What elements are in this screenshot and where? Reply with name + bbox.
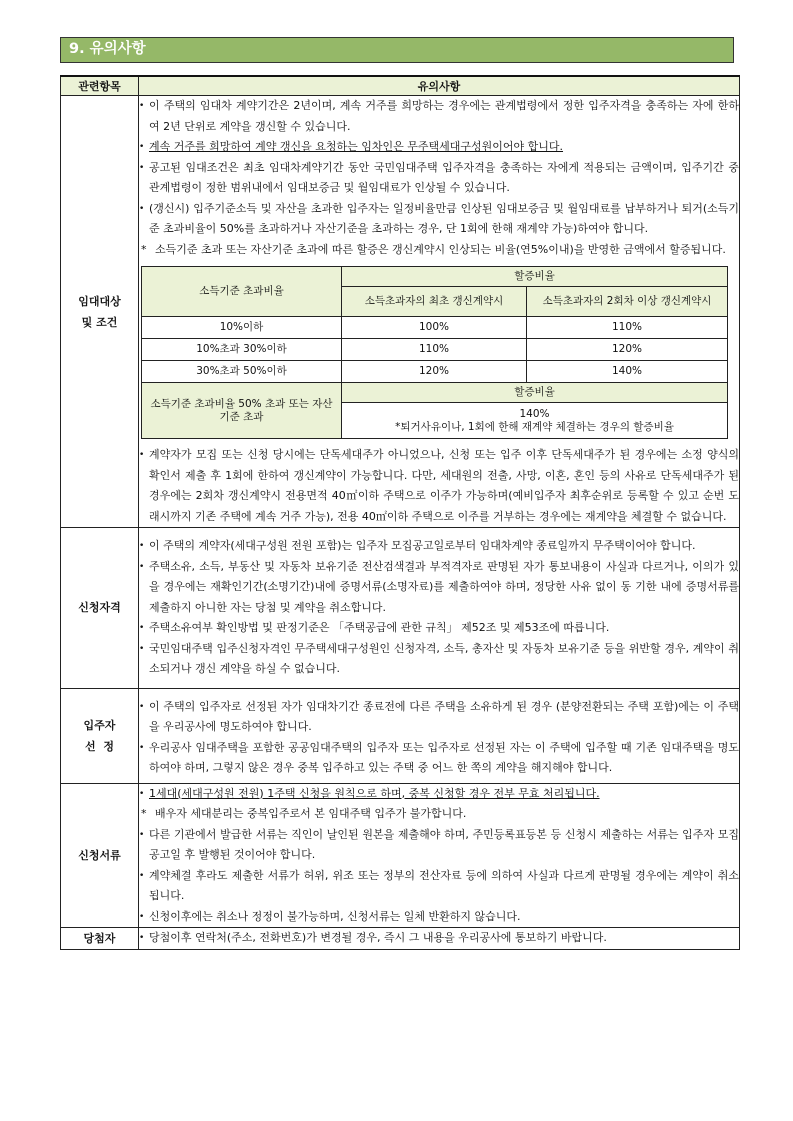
surcharge-sub-header-first: 소득초과자의 최초 갱신계약시 bbox=[342, 287, 527, 317]
list-item: • 1세대(세대구성원 전원) 1주택 신청을 원칙으로 하며, 중복 신청할 경우 전부 무효 처리됩니다. bbox=[139, 786, 600, 800]
surcharge-range: 10%초과 30%이하 bbox=[142, 339, 342, 361]
surcharge-group-header: 할증비율 bbox=[342, 267, 728, 287]
surcharge-first: 100% bbox=[342, 317, 527, 339]
row-label-selection-line1: 입주자 bbox=[83, 718, 116, 732]
list-item: • 당첨이후 연락처(주소, 전화번호)가 변경될 경우, 즉시 그 내용을 우리공사에 통보하기 바랍니다. bbox=[139, 931, 607, 945]
surcharge-note: * 소득기준 초과 또는 자산기준 초과에 따른 할증은 갱신계약시 인상되는 비율(연5%이내)을 반영한 금액에서 할증됩니다. bbox=[141, 242, 726, 256]
column-header-notes: 유의사항 bbox=[139, 76, 740, 96]
row-label-rental bbox=[61, 96, 139, 528]
notice-table bbox=[60, 75, 740, 950]
list-item: • (갱신시) 입주기준소득 및 자산을 초과한 입주자는 일정비율만큼 인상된 임대보증금 및 월임대료를 납부하거나 퇴거(소득기준 초과비율이 50%를 초과하거나 자산기준을 초과하는 경우, 단 1회에 한해 재계약 가능)하여야 합니다. bbox=[139, 201, 739, 235]
row-label-selection bbox=[61, 688, 139, 783]
row-label-documents: 신청서류 bbox=[61, 783, 139, 928]
surcharge-over-header: 할증비율 bbox=[342, 383, 728, 403]
documents-note: * 배우자 세대분리는 중복입주로서 본 임대주택 입주가 불가합니다. bbox=[141, 807, 467, 820]
surcharge-second: 120% bbox=[527, 339, 728, 361]
selection-content bbox=[139, 688, 740, 783]
list-item: • 계속 거주를 희망하여 계약 갱신을 요청하는 임차인은 무주택세대구성원이어야 합니다. bbox=[139, 140, 564, 153]
surcharge-over-value: 140% bbox=[519, 407, 550, 420]
surcharge-first: 110% bbox=[342, 339, 527, 361]
row-label-rental-line2: 및 조건 bbox=[81, 315, 118, 329]
surcharge-second: 140% bbox=[527, 361, 728, 383]
surcharge-over-label: 소득기준 초과비율 50% 초과 또는 자산기준 초과 bbox=[142, 383, 342, 439]
surcharge-sub-header-second: 소득초과자의 2회차 이상 갱신계약시 bbox=[527, 287, 728, 317]
section-title: 9. 유의사항 bbox=[60, 37, 734, 63]
row-label-winner: 당첨자 bbox=[61, 928, 139, 950]
list-item: • 다른 기관에서 발급한 서류는 직인이 날인된 원본을 제출해야 하며, 주민등록표등본 등 신청시 제출하는 서류는 입주자 모집공고일 후 발행된 것이어야 합니다. bbox=[139, 827, 739, 861]
row-label-eligibility: 신청자격 bbox=[61, 528, 139, 689]
row-label-rental-line1: 임대대상 bbox=[78, 294, 121, 308]
list-item: • 공고된 임대조건은 최초 임대차계약기간 동안 국민임대주택 입주자격을 충족하는 자에게 적용되는 금액이며, 입주기간 중 관계법령이 정한 범위내에서 임대보증금 및 월임대료가 인상될 수 있습니다. bbox=[139, 160, 739, 194]
list-item: • 우리공사 임대주택을 포함한 공공임대주택의 입주자 또는 입주자로 선정된 자는 이 주택에 입주할 때 기존 임대주택을 명도하여야 하며, 그렇지 않은 경우 중복 입주하고 있는 주택 중 어느 한 쪽의 계약을 해지해야 합니다. bbox=[139, 740, 739, 774]
list-item: • 계약체결 후라도 제출한 서류가 허위, 위조 또는 정부의 전산자료 등에 의하여 사실과 다르게 판명될 경우에는 계약이 취소됩니다. bbox=[139, 868, 739, 902]
list-item: • 계약자가 모집 또는 신청 당시에는 단독세대주가 아니었으나, 신청 또는 입주 이후 단독세대주가 된 경우에는 소정 양식의 확인서 제출 후 1회에 한하여 갱신계약이 가능합니다. 다만, 세대원의 전출, 사망, 이혼, 혼인 등의 사유로 단독세대주가 된 경우에는 2회차 갱신계약시 전용면적 40㎡이하 주택으로 이주가 가능하며(예비입주자 최후순위로 등록할 수 있고 순번 도래시까지 기존 주택에 계속 거주 가능), 전용 40㎡이하 주택으로 이주를 거부하는 경우에는 재계약을 체결할 수 없습니다. bbox=[139, 448, 739, 523]
winner-content bbox=[139, 928, 740, 950]
eligibility-content bbox=[139, 528, 740, 689]
list-item: • 주택소유여부 확인방법 및 판정기준은 「주택공급에 관한 규칙」 제52조 및 제53조에 따릅니다. bbox=[139, 621, 610, 634]
list-item: • 국민임대주택 입주신청자격인 무주택세대구성원인 신청자격, 소득, 총자산 및 자동차 보유기준 등을 위반할 경우, 계약이 취소되거나 갱신 계약을 하실 수 없습니다. bbox=[139, 641, 739, 675]
list-item: • 이 주택의 임대차 계약기간은 2년이며, 계속 거주를 희망하는 경우에는 관계법령에서 정한 입주자격을 충족하는 자에 한하여 2년 단위로 계약을 갱신할 수 있습니다. bbox=[139, 99, 739, 133]
surcharge-first: 120% bbox=[342, 361, 527, 383]
list-item: • 신청이후에는 취소나 정정이 불가능하며, 신청서류는 일체 반환하지 않습니다. bbox=[139, 909, 521, 923]
surcharge-table bbox=[141, 266, 728, 439]
list-item: • 이 주택의 입주자로 선정된 자가 임대차기간 종료전에 다른 주택을 소유하게 된 경우 (분양전환되는 주택 포함)에는 이 주택을 우리공사에 명도하여야 합니다. bbox=[139, 699, 739, 733]
column-header-item: 관련항목 bbox=[61, 76, 139, 96]
surcharge-over-note: *퇴거사유이나, 1회에 한해 재계약 체결하는 경우의 할증비율 bbox=[395, 420, 674, 433]
surcharge-range: 10%이하 bbox=[142, 317, 342, 339]
row-label-selection-line2: 선 정 bbox=[85, 739, 114, 753]
surcharge-second: 110% bbox=[527, 317, 728, 339]
surcharge-col-header: 소득기준 초과비율 bbox=[142, 267, 342, 317]
list-item: • 주택소유, 소득, 부동산 및 자동차 보유기준 전산검색결과 부적격자로 판명된 자가 통보내용이 사실과 다르거나, 이의가 있을 경우에는 재확인기간(소명기간)내에 증명서류(소명자료)를 제출하여야 하며, 정당한 사유 없이 동 기한 내에 증명서류를 제출하지 아니한 자는 당첨 및 계약을 취소합니다. bbox=[139, 559, 739, 614]
rental-content bbox=[139, 96, 740, 528]
surcharge-over-cell bbox=[342, 403, 728, 439]
list-item: • 이 주택의 계약자(세대구성원 전원 포함)는 입주자 모집공고일로부터 임대차계약 종료일까지 무주택이어야 합니다. bbox=[139, 539, 696, 552]
documents-content bbox=[139, 783, 740, 928]
surcharge-range: 30%초과 50%이하 bbox=[142, 361, 342, 383]
